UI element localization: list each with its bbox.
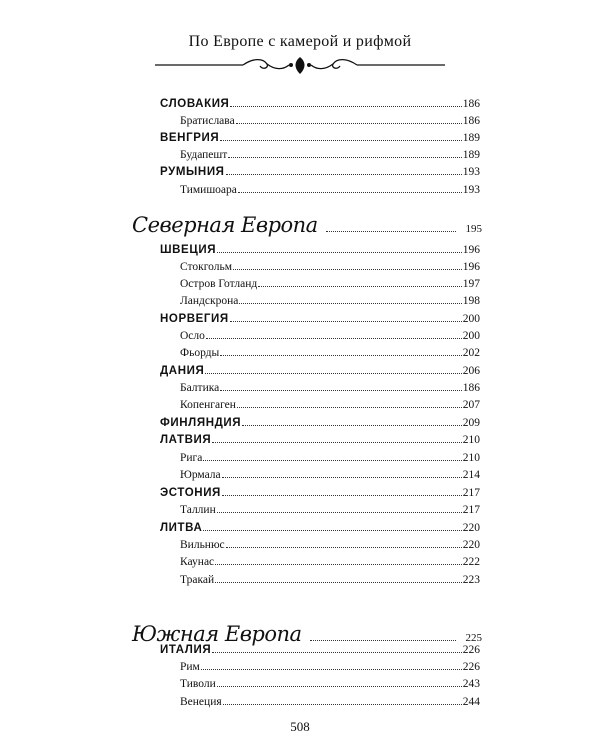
toc-city-entry (180, 260, 480, 274)
dot-leader (310, 631, 456, 641)
toc-city-entry (180, 277, 480, 291)
dot-leader (220, 131, 462, 141)
toc-entry-page: 195 (465, 223, 482, 235)
dot-leader (212, 433, 461, 443)
toc-entry-label: ВЕНГРИЯ (160, 132, 220, 144)
dot-leader (222, 468, 462, 478)
toc-entry-page: 222 (462, 556, 480, 568)
toc-country-entry (160, 521, 480, 535)
dot-leader (203, 521, 461, 531)
toc-entry-label: СЛОВАКИЯ (160, 98, 230, 110)
toc-city-entry (180, 398, 480, 412)
dot-leader (239, 294, 461, 304)
toc-entry-label: Таллин (180, 504, 216, 516)
toc-entry-label: ИТАЛИЯ (160, 644, 212, 656)
toc-entry-label: Копенгаген (180, 399, 236, 411)
toc-country-entry (160, 486, 480, 500)
toc-city-entry (180, 503, 480, 517)
dot-leader (326, 222, 456, 232)
toc-entry-page: 217 (462, 504, 480, 516)
toc-entry-label: Тиволи (180, 678, 216, 690)
dot-leader (206, 329, 462, 339)
running-header: По Европе с камерой и рифмой (188, 33, 412, 50)
toc-entry-label: НОРВЕГИЯ (160, 313, 229, 325)
toc-entry-label: Фьорды (180, 347, 220, 359)
toc-entry-page: 186 (462, 115, 480, 127)
toc-entry-page: 244 (462, 696, 480, 708)
toc-entry-label: Южная Европа (132, 622, 302, 646)
toc-entry-page: 197 (462, 278, 480, 290)
dot-leader (215, 573, 462, 583)
toc-city-entry (180, 468, 480, 482)
toc-country-entry (160, 131, 480, 145)
toc-country-entry (160, 643, 480, 657)
toc-entry-label: Каунас (180, 556, 215, 568)
toc-country-entry (160, 243, 480, 257)
toc-country-entry (160, 312, 480, 326)
dot-leader (238, 183, 462, 193)
toc-city-entry (180, 451, 480, 465)
toc-entry-page: 210 (462, 434, 480, 446)
toc-entry-label: Северная Европа (132, 213, 318, 237)
toc-entry-label: Венеция (180, 696, 222, 708)
toc-country-entry (160, 97, 480, 111)
toc-city-entry (180, 114, 480, 128)
dot-leader (203, 451, 461, 461)
toc-city-entry (180, 538, 480, 552)
toc-entry-label: Рим (180, 661, 200, 673)
dot-leader (236, 114, 462, 124)
toc-entry-page: 200 (462, 313, 480, 325)
toc-city-entry (180, 183, 480, 197)
dot-leader (230, 97, 461, 107)
dot-leader (226, 165, 462, 175)
dot-leader (230, 312, 462, 322)
toc-entry-label: Стокгольм (180, 261, 233, 273)
toc-city-entry (180, 660, 480, 674)
toc-entry-label: Братислава (180, 115, 235, 127)
dot-leader (258, 277, 462, 287)
toc-entry-label: Осло (180, 330, 205, 342)
dot-leader (228, 148, 461, 158)
toc-entry-page: 200 (462, 330, 480, 342)
dot-leader (205, 364, 461, 374)
toc-city-entry (180, 573, 480, 587)
dot-leader (237, 398, 462, 408)
toc-entry-label: ФИНЛЯНДИЯ (160, 417, 242, 429)
toc-entry-page: 202 (462, 347, 480, 359)
dot-leader (242, 416, 462, 426)
toc-entry-label: Балтика (180, 382, 220, 394)
toc-city-entry (180, 148, 480, 162)
toc-entry-page: 223 (462, 574, 480, 586)
toc-country-entry (160, 416, 480, 430)
dot-leader (220, 381, 462, 391)
toc-entry-page: 220 (462, 522, 480, 534)
toc-entry-label: РУМЫНИЯ (160, 166, 225, 178)
dot-leader (217, 677, 462, 687)
toc-entry-page: 189 (462, 132, 480, 144)
toc-entry-page: 206 (462, 365, 480, 377)
dot-leader (223, 695, 462, 705)
toc-country-entry (160, 433, 480, 447)
toc-entry-page: 193 (462, 184, 480, 196)
toc-entry-page: 209 (462, 417, 480, 429)
toc-entry-label: ДАНИЯ (160, 365, 205, 377)
toc-entry-page: 243 (462, 678, 480, 690)
dot-leader (220, 346, 461, 356)
toc-city-entry (180, 695, 480, 709)
page-number: 508 (290, 719, 310, 734)
toc-city-entry (180, 329, 480, 343)
toc-entry-page: 220 (462, 539, 480, 551)
toc-entry-page: 207 (462, 399, 480, 411)
ornament-divider-icon (155, 54, 445, 76)
toc-entry-page: 226 (462, 661, 480, 673)
toc-entry-page: 186 (462, 98, 480, 110)
toc-entry-label: ЛАТВИЯ (160, 434, 212, 446)
toc-entry-label: Ландскрона (180, 295, 239, 307)
toc-country-entry (160, 364, 480, 378)
toc-entry-label: ЛИТВА (160, 522, 203, 534)
dot-leader (233, 260, 462, 270)
toc-entry-page: 186 (462, 382, 480, 394)
toc-city-entry (180, 294, 480, 308)
toc-entry-label: ЭСТОНИЯ (160, 487, 221, 499)
dot-leader (226, 538, 462, 548)
toc-entry-label: ШВЕЦИЯ (160, 244, 217, 256)
toc-entry-label: Вильнюс (180, 539, 225, 551)
toc-entry-page: 217 (462, 487, 480, 499)
toc-entry-page: 196 (462, 261, 480, 273)
toc-entry-page: 225 (465, 632, 482, 644)
dot-leader (222, 486, 462, 496)
toc-city-entry (180, 555, 480, 569)
toc-entry-label: Тракай (180, 574, 215, 586)
toc-entry-page: 193 (462, 166, 480, 178)
dot-leader (217, 503, 462, 513)
toc-entry-label: Будапешт (180, 149, 228, 161)
toc-entry-page: 214 (462, 469, 480, 481)
toc-entry-label: Рига (180, 452, 203, 464)
toc-entry-page: 198 (462, 295, 480, 307)
dot-leader (212, 643, 462, 653)
toc-entry-page: 226 (462, 644, 480, 656)
toc-region-entry (132, 213, 482, 237)
toc-city-entry (180, 381, 480, 395)
dot-leader (201, 660, 462, 670)
toc-country-entry (160, 165, 480, 179)
toc-entry-label: Тимишоара (180, 184, 237, 196)
toc-entry-label: Юрмала (180, 469, 221, 481)
toc-entry-page: 210 (462, 452, 480, 464)
toc-entry-label: Остров Готланд (180, 278, 258, 290)
toc-entry-page: 189 (462, 149, 480, 161)
dot-leader (215, 555, 462, 565)
toc-city-entry (180, 677, 480, 691)
toc-city-entry (180, 346, 480, 360)
toc-entry-page: 196 (462, 244, 480, 256)
dot-leader (217, 243, 462, 253)
